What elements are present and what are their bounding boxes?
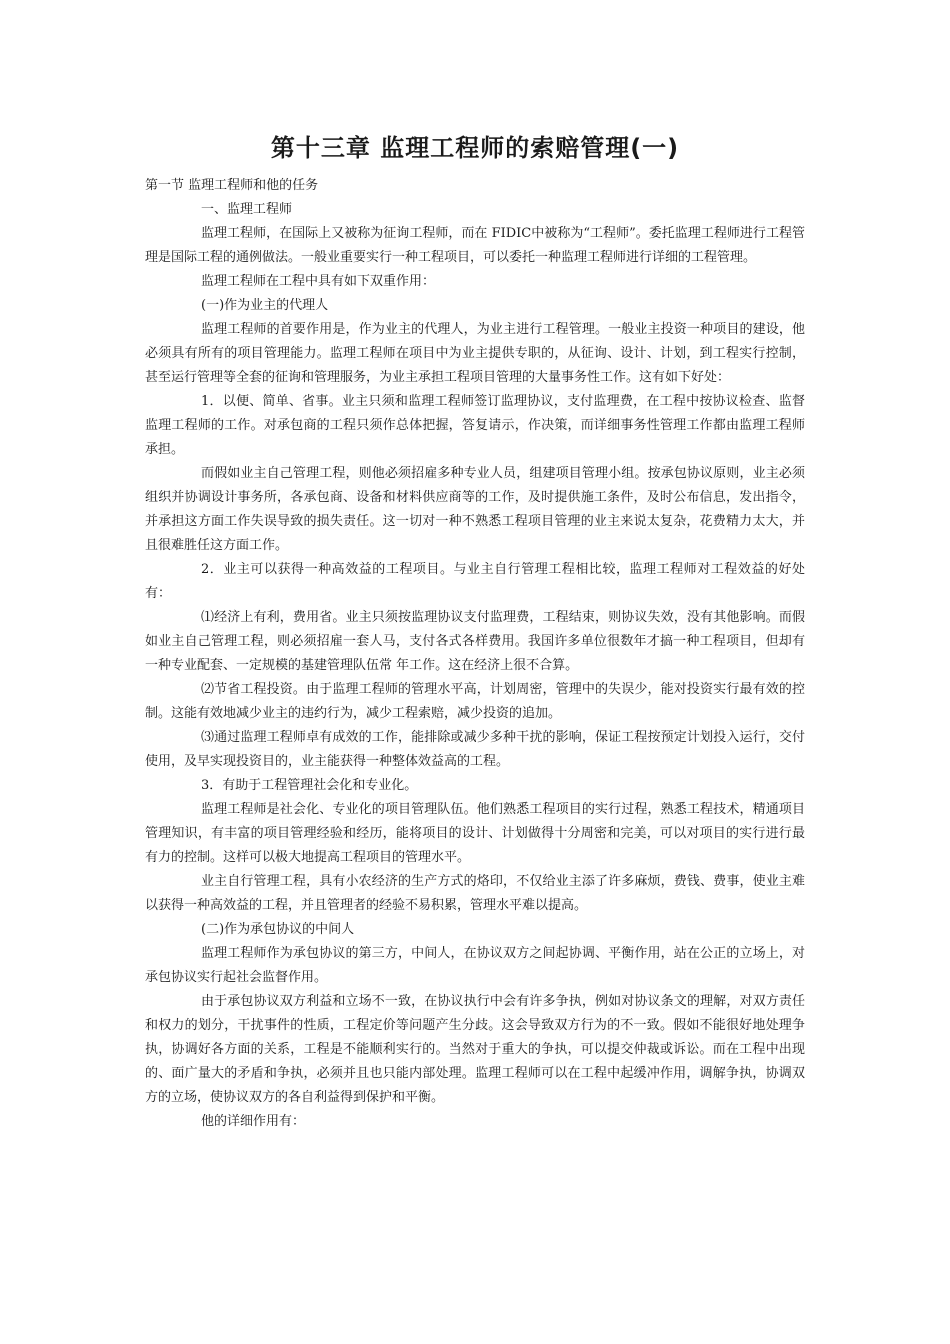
paragraph: 监理工程师在工程中具有如下双重作用： [201,274,436,289]
paragraph: ⑵节省工程投资。由于监理工程师的管理水平高，计划周密，管理中的失误少，能对投资实行最有效的控制。这能有效地减少业主的违约行为，减少工程索赔，减少投资的追加。 [145,682,805,721]
paragraph: 3．有助于工程管理社会化和专业化。 [201,778,418,793]
paragraph: 监理工程师的首要作用是，作为业主的代理人，为业主进行工程管理。一般业主投资一种项目的建设，他必须具有所有的项目管理能力。监理工程师在项目中为业主提供专职的，从征询、设计、计划，到工程实行控制，甚至运行管理等全套的征询和管理服务，为业主承担工程项目管理的大量事务性工作。这有如下好处： [145,322,805,385]
section-heading: 第一节 监理工程师和他的任务 [145,178,319,193]
chapter-title: 第十三章 监理工程师的索赔管理(一) [270,134,680,162]
paragraph: (一)作为业主的代理人 [201,298,329,313]
paragraph: ⑴经济上有利，费用省。业主只须按监理协议支付监理费，工程结束，则协议失效，没有其他影响。而假如业主自己管理工程，则必须招雇一套人马，支付各式各样费用。我国许多单位很数年才搞一种工程项目，但却有一种专业配套、一定规模的基建管理队伍常 年工作。这在经济上很不合算。 [145,610,805,673]
paragraph: 监理工程师是社会化、专业化的项目管理队伍。他们熟悉工程项目的实行过程，熟悉工程技术，精通项目管理知识，有丰富的项目管理经验和经历，能将项目的设计、计划做得十分周密和完美，可以对项目的实行进行最有力的控制。这样可以极大地提高工程项目的管理水平。 [145,802,805,865]
paragraph: ⑶通过监理工程师卓有成效的工作，能排除或减少多种干扰的影响，保证工程按预定计划投入运行，交付使用，及早实现投资目的，业主能获得一种整体效益高的工程。 [145,730,805,769]
paragraph: 而假如业主自己管理工程，则他必须招雇多种专业人员，组建项目管理小组。按承包协议原则，业主必须组织并协调设计事务所，各承包商、设备和材料供应商等的工作，及时提供施工条件，及时公布信息，发出指令，并承担这方面工作失误导致的损失责任。这一切对一种不熟悉工程项目管理的业主来说太复杂，花费精力太大，并且很难胜任这方面工作。 [145,466,805,553]
paragraph: 监理工程师作为承包协议的第三方，中间人，在协议双方之间起协调、平衡作用，站在公正的立场上，对承包协议实行起社会监督作用。 [145,946,805,985]
paragraph: 2．业主可以获得一种高效益的工程项目。与业主自行管理工程相比较，监理工程师对工程效益的好处有： [145,562,805,601]
paragraph: 监理工程师，在国际上又被称为征询工程师，而在 FIDIC中被称为“工程师”。委托监理工程师进行工程管理是国际工程的通例做法。一般业重要实行一种工程项目，可以委托一种监理工程师进行详细的工程管理。 [145,226,805,265]
paragraph: 业主自行管理工程，具有小农经济的生产方式的烙印，不仅给业主添了许多麻烦，费钱、费事，使业主难以获得一种高效益的工程，并且管理者的经验不易积累，管理水平难以提高。 [145,874,805,913]
paragraph: (二)作为承包协议的中间人 [201,922,355,937]
paragraph: 一、监理工程师 [201,202,293,217]
paragraph: 由于承包协议双方利益和立场不一致，在协议执行中会有许多争执，例如对协议条文的理解，对双方责任和权力的划分，干扰事件的性质，工程定价等问题产生分歧。这会导致双方行为的不一致。假如不能很好地处理争执，协调好各方面的关系，工程是不能顺利实行的。当然对于重大的争执，可以提交仲裁或诉讼。而在工程中出现的、面广量大的矛盾和争执，必须并且也只能内部处理。监理工程师可以在工程中起缓冲作用，调解争执，协调双方的立场，使协议双方的各自利益得到保护和平衡。 [145,994,805,1105]
paragraph: 1．以便、简单、省事。业主只须和监理工程师签订监理协议，支付监理费，在工程中按协议检查、监督监理工程师的工作。对承包商的工程只须作总体把握，答复请示，作决策，而详细事务性管理工作都由监理工程师承担。 [145,394,805,457]
paragraph: 他的详细作用有： [201,1114,306,1129]
document-page [145,130,805,1134]
